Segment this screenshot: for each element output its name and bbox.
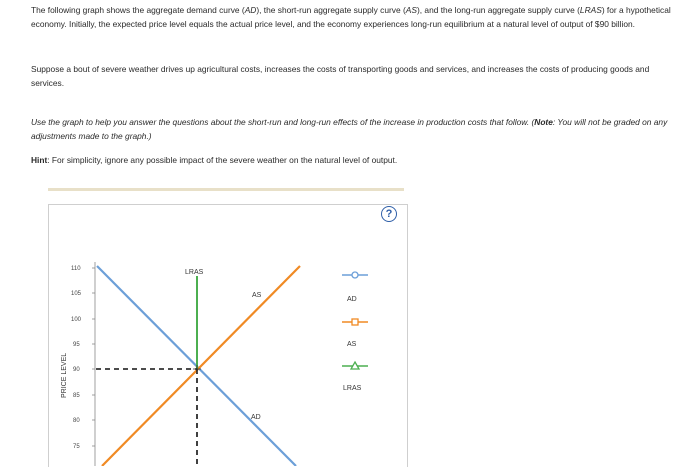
y-tick-label: 85 (73, 393, 80, 399)
ad-curve-label: AD (251, 414, 261, 421)
legend (342, 272, 368, 392)
as-term: AS (405, 5, 417, 15)
y-tick-label: 100 (71, 317, 82, 323)
legend-as-tool[interactable] (342, 319, 368, 325)
y-tick-label: 80 (73, 418, 80, 424)
intro-text-4: ) for a hypothetical economy. Initially, the expected price level equals the actual price level, and the economy experiences long-run equilibrium at a natural level of output of $90 billion. (31, 5, 671, 29)
intro-text-2: ), the short-run aggregate supply curve ( (256, 5, 406, 15)
y-axis-ticks (71, 266, 95, 450)
circle-icon (352, 272, 358, 278)
y-tick-label: 110 (71, 266, 81, 272)
y-tick-label: 105 (71, 291, 82, 297)
as-curve-label: AS (252, 292, 262, 299)
as-curve[interactable] (102, 266, 300, 466)
ad-term: AD (244, 5, 257, 15)
lras-term: LRAS (579, 5, 602, 15)
legend-lras-tool[interactable] (342, 362, 368, 369)
intro-text-3: ), and the long-run aggregate supply curve ( (416, 5, 580, 15)
scenario-paragraph: Suppose a bout of severe weather drives up agricultural costs, increases the costs of transporting goods and services, and increases the costs of producing goods and services. (31, 64, 650, 88)
help-button[interactable]: ? (381, 206, 397, 222)
note-label: Note (534, 117, 553, 127)
instructions-text-1: Use the graph to help you answer the questions about the short-run and long-run effects of the increase in production costs that follow. ( (31, 117, 535, 127)
instructions-text-2: : You will not be graded on any adjustments made to the graph.) (31, 117, 668, 141)
lras-curve-label: LRAS (185, 269, 204, 276)
square-icon (352, 319, 358, 325)
legend-ad-tool[interactable] (342, 272, 368, 278)
y-tick-label: 90 (73, 367, 80, 373)
legend-as-label: AS (347, 341, 357, 348)
y-tick-label: 95 (73, 342, 80, 348)
y-tick-label: 75 (73, 444, 80, 450)
intro-text-1: The following graph shows the aggregate demand curve ( (31, 5, 245, 15)
hint-text: : For simplicity, ignore any possible impact of the severe weather on the natural level of output. (47, 155, 398, 165)
y-axis-label: PRICE LEVEL (61, 352, 68, 398)
hint-label: Hint (31, 155, 48, 165)
legend-ad-label: AD (347, 296, 357, 303)
legend-lras-label: LRAS (343, 385, 362, 392)
